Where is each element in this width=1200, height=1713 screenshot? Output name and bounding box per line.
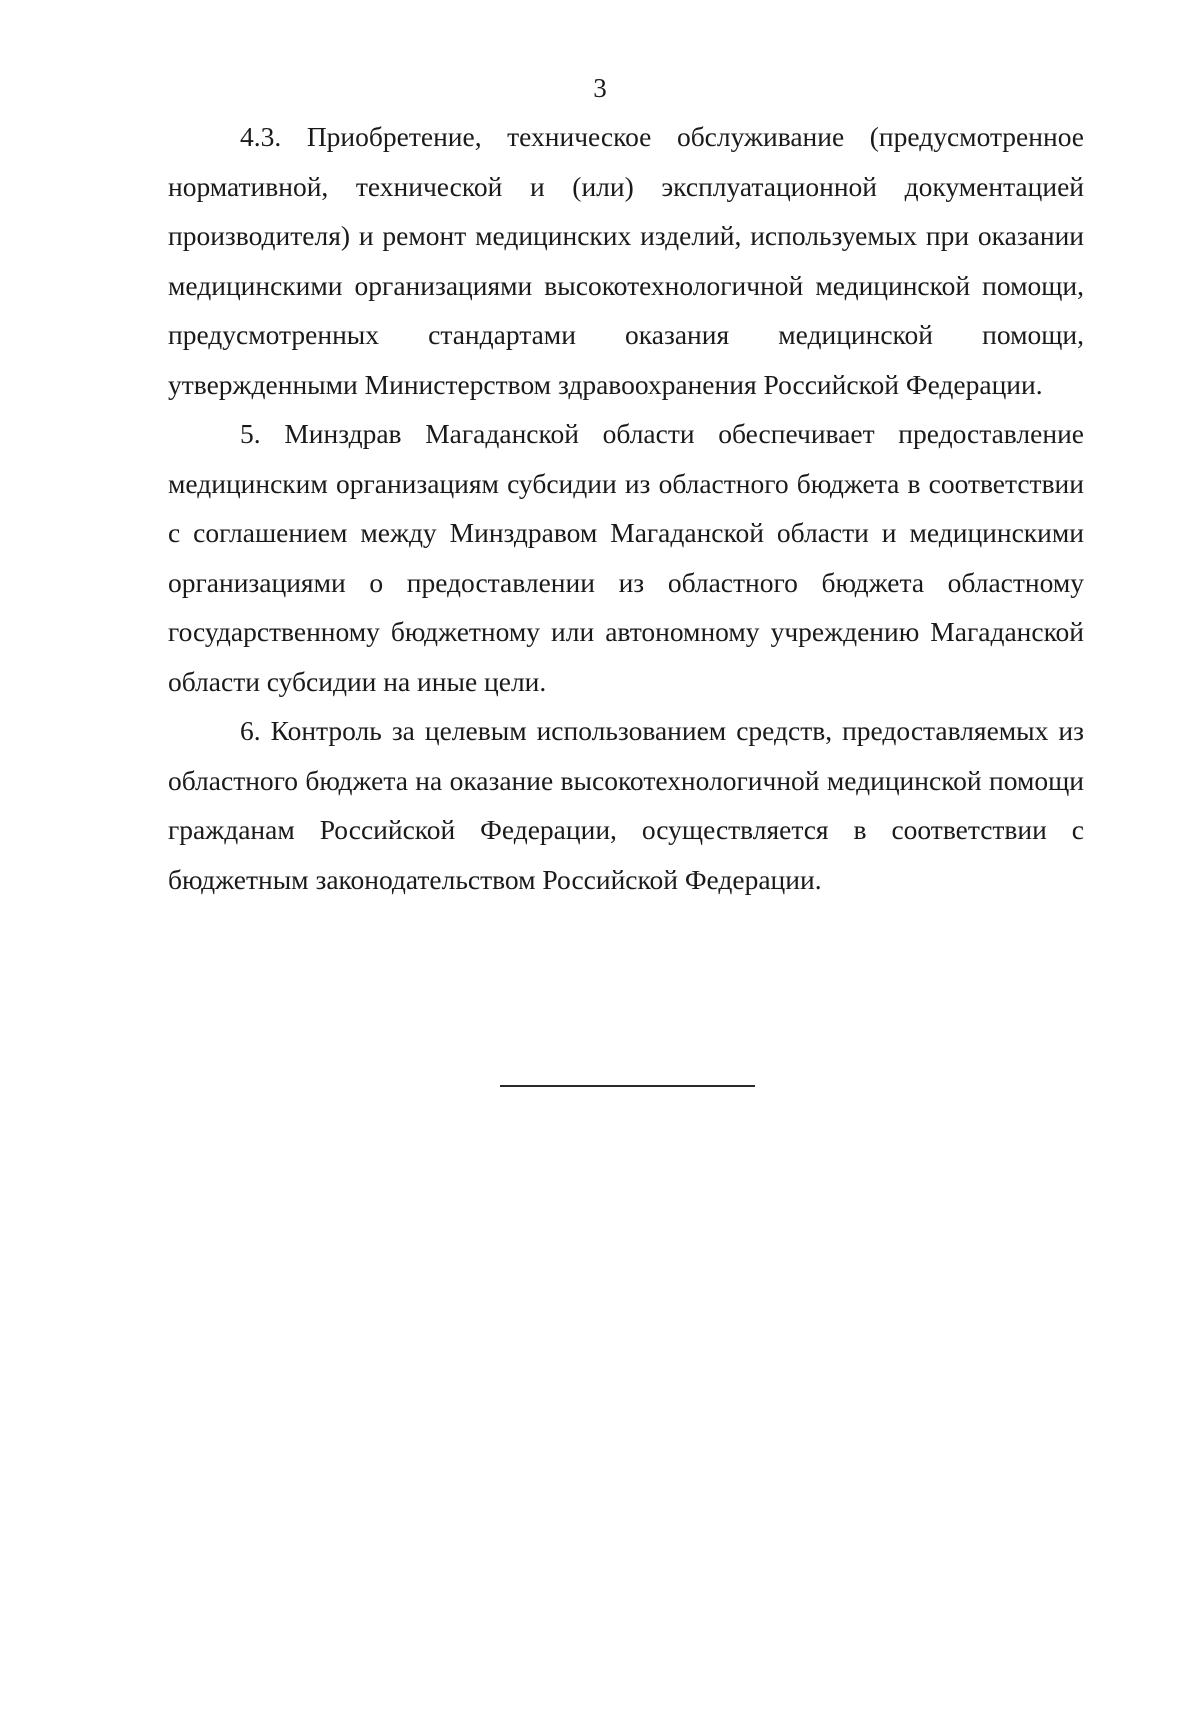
paragraph-4-3: 4.3. Приобретение, техническое обслуживание (предусмотренное нормативной, технической и (или) эксплуатационной документацией производителя) и ремонт медицинских изделий, используемых при оказании медицинскими организациями высокотехнологичной медицинской помощи, предусмотренных стандартами оказания медицинской помощи, утвержденными Министерством здравоохранения Российской Федерации. [168, 121, 1084, 400]
page-number: 3 [593, 73, 607, 103]
end-of-document-rule [500, 1085, 755, 1087]
paragraph-5: 5. Минздрав Магаданской области обеспечивает предоставление медицинским организациям субсидии из областного бюджета в соответствии с соглашением между Минздравом Магаданской области и медицинскими организациями о предоставлении из областного бюджета областному государственному бюджетному или автономному учреждению Магаданской области субсидии на иные цели. [168, 418, 1084, 697]
paragraph-6: 6. Контроль за целевым использованием средств, предоставляемых из областного бюджета на оказание высокотехнологичной медицинской помощи гражданам Российской Федерации, осуществляется в соответствии с бюджетным законодательством Российской Федерации. [168, 715, 1084, 895]
document-body [168, 112, 1084, 904]
